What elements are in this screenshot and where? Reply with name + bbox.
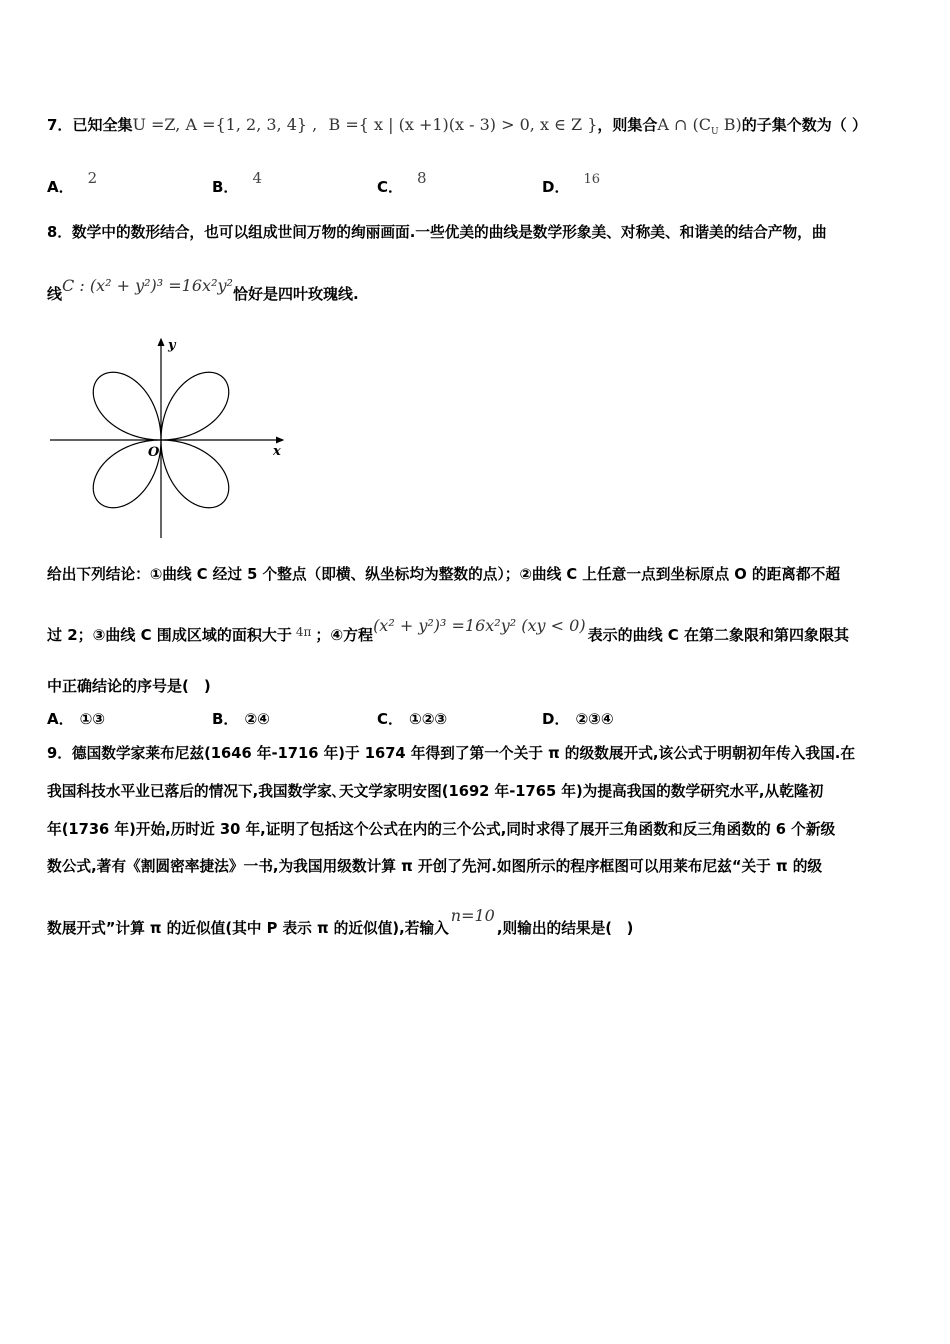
x-axis-label: x: [273, 444, 281, 459]
q7-math-universal-set: U =Z, A ={1, 2, 3, 4} ,: [132, 115, 318, 134]
rose-curve-svg: [45, 333, 290, 543]
q7-math-set-b: B ={ x | (x +1)(x - 3) > 0, x ∈ Z }: [328, 115, 598, 134]
q8-line-5: 中正确结论的序号是( ): [47, 677, 211, 695]
q8-line-3: 给出下列结论：①曲线 C 经过 5 个整点（即横、纵坐标均为整数的点）；②曲线 C 上任意一点到坐标原点 O 的距离都不超: [47, 566, 841, 583]
origin-label: O: [148, 445, 160, 460]
q7-option-b[interactable]: B． 4: [212, 169, 262, 196]
q8-line-2: 线C : (x² + y²)³ =16x²y²恰好是四叶玫瑰线.: [47, 276, 359, 303]
q7-option-d[interactable]: D． 16: [542, 172, 600, 196]
q8-equation-4: (x² + y²)³ =16x²y² (xy < 0): [373, 616, 586, 635]
q9-line-1: 9．德国数学家莱布尼兹(1646 年-1716 年)于 1674 年得到了第一个关于 π 的级数展开式,该公式于明朝初年传入我国.在: [47, 745, 856, 762]
q8-option-c[interactable]: C． ①②③: [377, 710, 448, 728]
q9-line-5: 数展开式”计算 π 的近似值(其中 P 表示 π 的近似值),若输入n=10,则输出的结果是( ): [47, 906, 634, 937]
q8-line-1: 8．数学中的数形结合，也可以组成世间万物的绚丽画面.一些优美的曲线是数学形象美、对称美、和谐美的结合产物，曲: [47, 224, 827, 241]
q9-line-2: 我国科技水平业已落后的情况下,我国数学家､天文学家明安图(1692 年-1765 年)为提高我国的数学研究水平,从乾隆初: [47, 783, 824, 800]
q7-number: 7．: [47, 116, 73, 134]
q8-option-d[interactable]: D． ②③④: [542, 710, 614, 728]
q8-option-a[interactable]: A． ①③: [47, 710, 106, 728]
q9-line-3: 年(1736 年)开始,历时近 30 年,证明了包括这个公式在内的三个公式,同时求得了展开三角函数和反三角函数的 6 个新级: [47, 821, 836, 838]
y-axis-label: y: [168, 338, 176, 353]
q7-option-a[interactable]: A． 2: [47, 169, 98, 196]
q8-line-4: 过 2；③曲线 C 围成区域的面积大于 $^{4\pi}$ ；④方程(x² + y²)³ =16x²y² (xy < 0) 表示的曲线 C 在第二象限和第四象限其: [47, 616, 850, 644]
q7-option-c[interactable]: C． 8: [377, 169, 427, 196]
q8-option-b[interactable]: B． ②④: [212, 710, 270, 728]
q9-input-n: n=10: [450, 906, 495, 925]
rose-curve-figure: [45, 333, 290, 547]
q7-math-intersection: A ∩ ($C_U$ B): [657, 115, 742, 138]
q7-stem: 7．已知全集U =Z, A ={1, 2, 3, 4} , B ={ x | (x +1)(x - 3) > 0, x ∈ Z }，则集合A ∩ ($C_U$ B)的子集个数为（ ）: [47, 115, 867, 138]
q8-curve-equation: C : (x² + y²)³ =16x²y²: [62, 276, 233, 295]
q9-line-4: 数公式,著有《割圆密率捷法》一书,为我国用级数计算 π 开创了先河.如图所示的程序框图可以用莱布尼兹“关于 π 的级: [47, 858, 823, 875]
